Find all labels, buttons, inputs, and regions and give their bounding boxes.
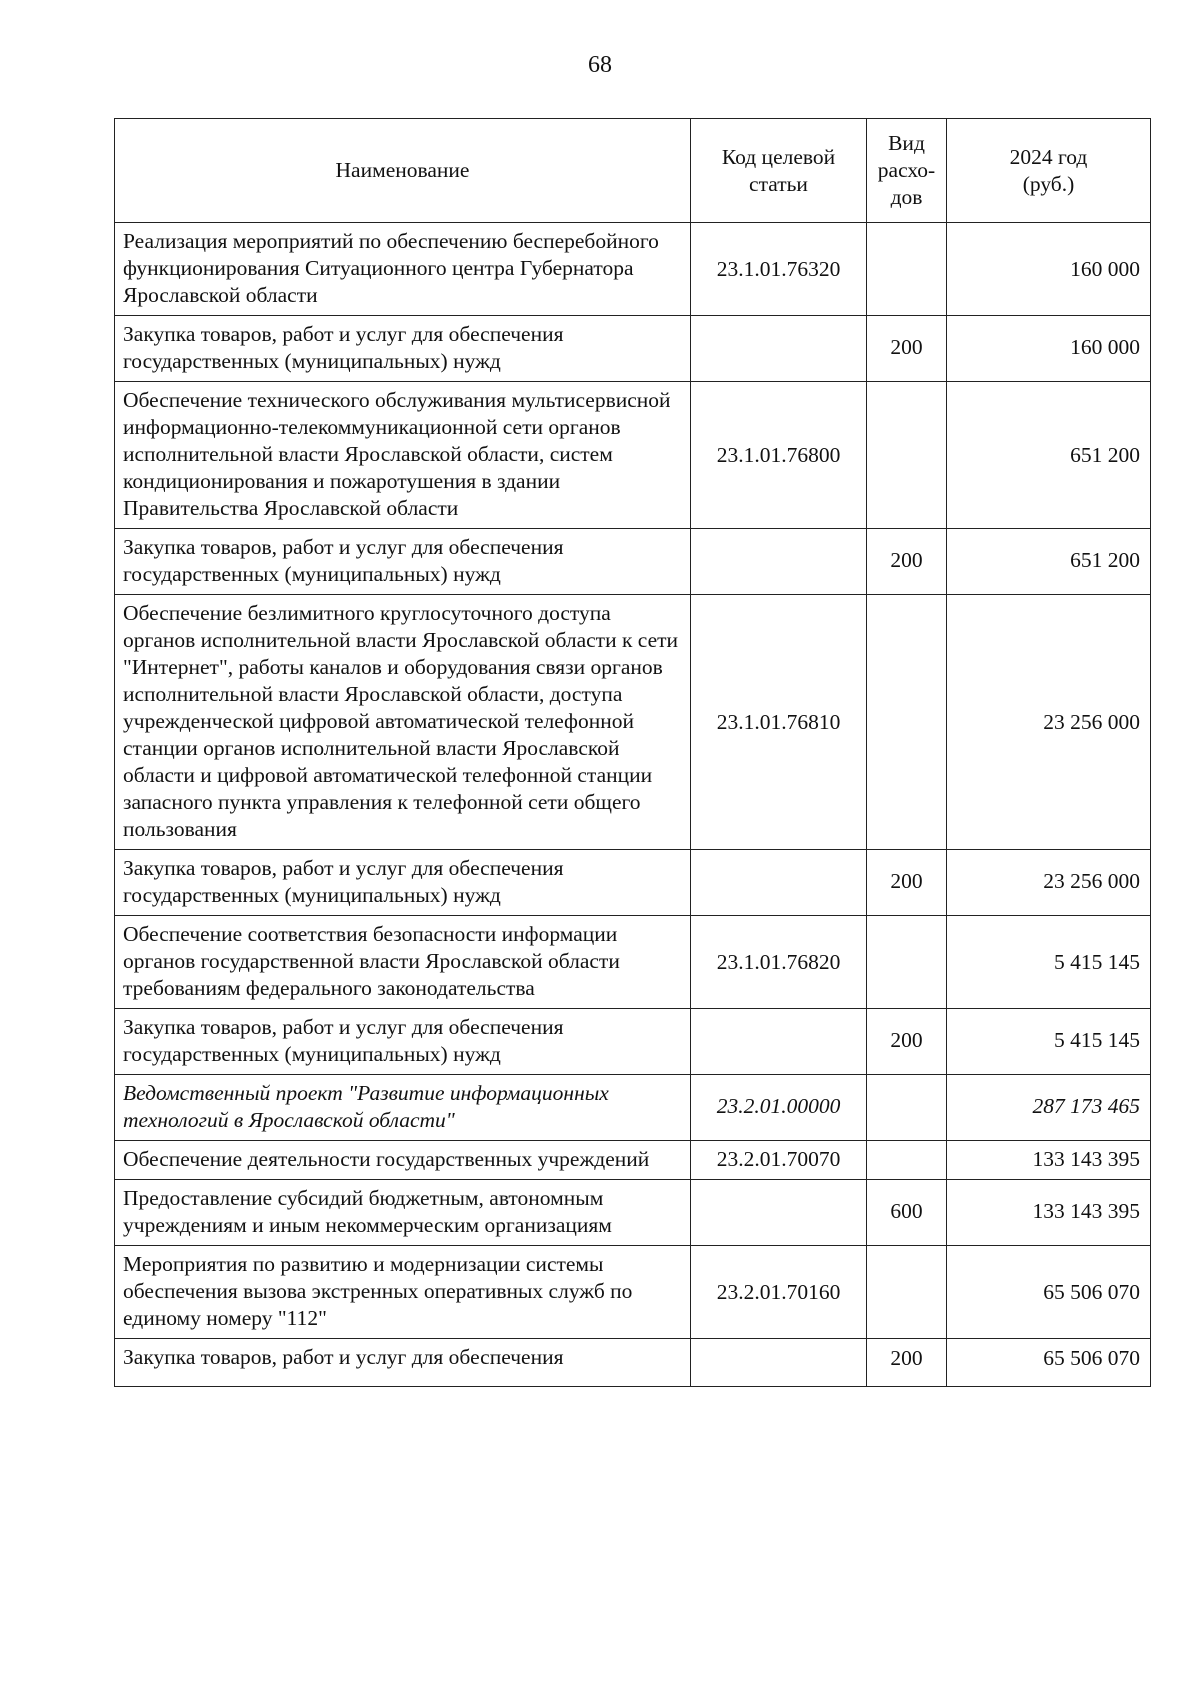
table-row [115, 223, 1151, 316]
row-amount: 651 200 [947, 382, 1151, 529]
table-row [115, 1009, 1151, 1075]
row-kind [867, 595, 947, 850]
budget-table [114, 118, 1151, 1387]
row-code [691, 1009, 867, 1075]
row-kind [867, 1075, 947, 1141]
row-code: 23.1.01.76810 [691, 595, 867, 850]
table-row [115, 382, 1151, 529]
row-name: Ведомственный проект "Развитие информационных технологий в Ярославской области" [115, 1075, 691, 1141]
header-code: Код целевой статьи [691, 119, 867, 223]
row-code: 23.2.01.70160 [691, 1246, 867, 1339]
row-name: Закупка товаров, работ и услуг для обеспечения [115, 1339, 691, 1387]
row-kind: 200 [867, 1009, 947, 1075]
row-code [691, 529, 867, 595]
row-kind [867, 1141, 947, 1180]
row-amount: 65 506 070 [947, 1339, 1151, 1387]
row-kind [867, 916, 947, 1009]
row-amount: 160 000 [947, 223, 1151, 316]
row-kind: 600 [867, 1180, 947, 1246]
row-kind [867, 223, 947, 316]
table-row [115, 595, 1151, 850]
row-amount: 23 256 000 [947, 595, 1151, 850]
row-amount: 160 000 [947, 316, 1151, 382]
row-code [691, 850, 867, 916]
row-amount: 133 143 395 [947, 1180, 1151, 1246]
row-name: Закупка товаров, работ и услуг для обеспечения государственных (муниципальных) нужд [115, 316, 691, 382]
row-amount: 5 415 145 [947, 1009, 1151, 1075]
row-amount: 5 415 145 [947, 916, 1151, 1009]
row-code: 23.1.01.76800 [691, 382, 867, 529]
header-name: Наименование [115, 119, 691, 223]
table-row [115, 1339, 1151, 1387]
row-name: Закупка товаров, работ и услуг для обеспечения государственных (муниципальных) нужд [115, 1009, 691, 1075]
row-kind: 200 [867, 1339, 947, 1387]
row-name: Предоставление субсидий бюджетным, автономным учреждениям и иным некоммерческим организациям [115, 1180, 691, 1246]
table-row-project [115, 1075, 1151, 1141]
row-name: Обеспечение деятельности государственных учреждений [115, 1141, 691, 1180]
row-kind [867, 382, 947, 529]
row-name: Закупка товаров, работ и услуг для обеспечения государственных (муниципальных) нужд [115, 529, 691, 595]
row-kind: 200 [867, 316, 947, 382]
table-row [115, 529, 1151, 595]
row-name: Закупка товаров, работ и услуг для обеспечения государственных (муниципальных) нужд [115, 850, 691, 916]
row-kind: 200 [867, 529, 947, 595]
table-row [115, 1141, 1151, 1180]
row-name: Реализация мероприятий по обеспечению бесперебойного функционирования Ситуационного центра Губернатора Ярославской области [115, 223, 691, 316]
row-code: 23.1.01.76820 [691, 916, 867, 1009]
row-code [691, 1339, 867, 1387]
row-amount: 133 143 395 [947, 1141, 1151, 1180]
row-name: Обеспечение технического обслуживания мультисервисной информационно-телекоммуникационной сети органов исполнительной власти Ярославской области, систем кондиционирования и пожаротушения в здании Правительства Ярославской области [115, 382, 691, 529]
row-amount: 23 256 000 [947, 850, 1151, 916]
row-name: Обеспечение безлимитного круглосуточного доступа органов исполнительной власти Ярославской области к сети "Интернет", работы каналов и оборудования связи органов исполнительной власти Ярославской области, доступа учрежденческой цифровой автоматической телефонной станции органов исполнительной власти Ярославской области и цифровой автоматической телефонной станции запасного пункта управления к телефонной сети общего пользования [115, 595, 691, 850]
row-amount: 651 200 [947, 529, 1151, 595]
table-header-row [115, 119, 1151, 223]
row-code [691, 316, 867, 382]
row-amount: 287 173 465 [947, 1075, 1151, 1141]
table-row [115, 916, 1151, 1009]
row-code: 23.2.01.00000 [691, 1075, 867, 1141]
header-amount: 2024 год (руб.) [947, 119, 1151, 223]
table-row [115, 850, 1151, 916]
row-amount: 65 506 070 [947, 1246, 1151, 1339]
row-code: 23.2.01.70070 [691, 1141, 867, 1180]
header-kind: Вид расхо- дов [867, 119, 947, 223]
table-row [115, 316, 1151, 382]
row-name: Мероприятия по развитию и модернизации системы обеспечения вызова экстренных оперативных служб по единому номеру "112" [115, 1246, 691, 1339]
row-name: Обеспечение соответствия безопасности информации органов государственной власти Ярославской области требованиям федерального законодательства [115, 916, 691, 1009]
page-number: 68 [588, 52, 612, 78]
row-kind: 200 [867, 850, 947, 916]
row-kind [867, 1246, 947, 1339]
row-code: 23.1.01.76320 [691, 223, 867, 316]
row-code [691, 1180, 867, 1246]
table-row [115, 1246, 1151, 1339]
table-row [115, 1180, 1151, 1246]
